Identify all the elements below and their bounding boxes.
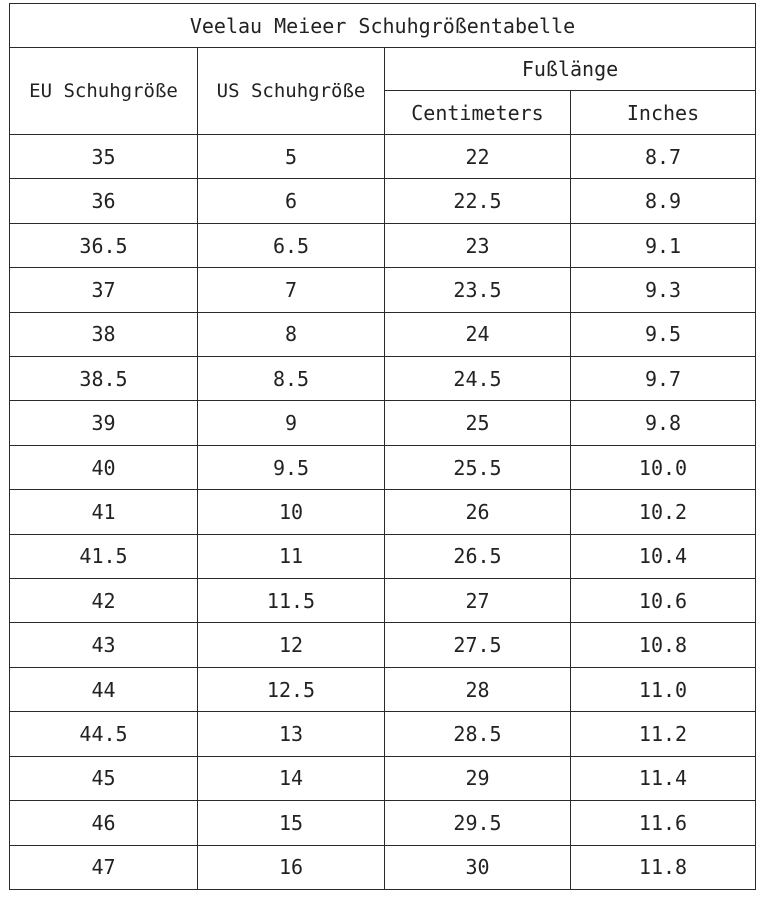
us-size-cell: 9.5 (198, 445, 385, 489)
table-row (10, 623, 756, 667)
us-size-cell: 15 (198, 801, 385, 845)
us-size-cell: 8.5 (198, 357, 385, 401)
inches-cell: 10.4 (571, 534, 756, 578)
table-row (10, 445, 756, 489)
centimeters-cell: 24 (385, 312, 571, 356)
table-row (10, 401, 756, 445)
eu-size-cell: 44.5 (10, 712, 198, 756)
inches-cell: 8.9 (571, 179, 756, 223)
table-row (10, 357, 756, 401)
eu-size-cell: 44 (10, 667, 198, 711)
shoe-size-table (9, 3, 756, 890)
eu-size-cell: 39 (10, 401, 198, 445)
eu-size-cell: 43 (10, 623, 198, 667)
us-size-cell: 12 (198, 623, 385, 667)
eu-size-cell: 36.5 (10, 223, 198, 267)
us-size-cell: 6 (198, 179, 385, 223)
inches-cell: 11.4 (571, 756, 756, 800)
table-row (10, 223, 756, 267)
centimeters-cell: 25 (385, 401, 571, 445)
eu-size-cell: 38.5 (10, 357, 198, 401)
eu-size-cell: 40 (10, 445, 198, 489)
us-size-cell: 6.5 (198, 223, 385, 267)
centimeters-cell: 29 (385, 756, 571, 800)
us-size-cell: 10 (198, 490, 385, 534)
eu-size-cell: 47 (10, 845, 198, 890)
centimeters-cell: 23.5 (385, 268, 571, 312)
us-size-cell: 12.5 (198, 667, 385, 711)
us-size-cell: 13 (198, 712, 385, 756)
header-eu-size: EU Schuhgröße (10, 48, 198, 135)
table-row (10, 756, 756, 800)
table-row (10, 712, 756, 756)
centimeters-cell: 28.5 (385, 712, 571, 756)
centimeters-cell: 25.5 (385, 445, 571, 489)
inches-cell: 9.3 (571, 268, 756, 312)
eu-size-cell: 46 (10, 801, 198, 845)
centimeters-cell: 27.5 (385, 623, 571, 667)
eu-size-cell: 45 (10, 756, 198, 800)
table-body (10, 135, 756, 890)
inches-cell: 11.2 (571, 712, 756, 756)
table-row (10, 268, 756, 312)
us-size-cell: 7 (198, 268, 385, 312)
centimeters-cell: 22 (385, 135, 571, 179)
us-size-cell: 11 (198, 534, 385, 578)
inches-cell: 9.7 (571, 357, 756, 401)
centimeters-cell: 29.5 (385, 801, 571, 845)
centimeters-cell: 24.5 (385, 357, 571, 401)
table-row (10, 534, 756, 578)
table-row (10, 579, 756, 623)
us-size-cell: 8 (198, 312, 385, 356)
inches-cell: 8.7 (571, 135, 756, 179)
eu-size-cell: 36 (10, 179, 198, 223)
table-row (10, 801, 756, 845)
inches-cell: 10.8 (571, 623, 756, 667)
header-us-size: US Schuhgröße (198, 48, 385, 135)
eu-size-cell: 41 (10, 490, 198, 534)
inches-cell: 11.6 (571, 801, 756, 845)
eu-size-cell: 37 (10, 268, 198, 312)
inches-cell: 10.0 (571, 445, 756, 489)
table-title: Veelau Meieer Schuhgrößentabelle (10, 4, 756, 48)
us-size-cell: 11.5 (198, 579, 385, 623)
eu-size-cell: 35 (10, 135, 198, 179)
inches-cell: 11.8 (571, 845, 756, 890)
centimeters-cell: 23 (385, 223, 571, 267)
centimeters-cell: 22.5 (385, 179, 571, 223)
us-size-cell: 9 (198, 401, 385, 445)
centimeters-cell: 27 (385, 579, 571, 623)
inches-cell: 10.2 (571, 490, 756, 534)
us-size-cell: 5 (198, 135, 385, 179)
eu-size-cell: 38 (10, 312, 198, 356)
centimeters-cell: 26.5 (385, 534, 571, 578)
centimeters-cell: 26 (385, 490, 571, 534)
header-inches: Inches (571, 91, 756, 135)
header-centimeters: Centimeters (385, 91, 571, 135)
centimeters-cell: 30 (385, 845, 571, 890)
us-size-cell: 16 (198, 845, 385, 890)
table-row (10, 179, 756, 223)
table-row (10, 667, 756, 711)
eu-size-cell: 41.5 (10, 534, 198, 578)
us-size-cell: 14 (198, 756, 385, 800)
inches-cell: 9.1 (571, 223, 756, 267)
table-row (10, 312, 756, 356)
inches-cell: 11.0 (571, 667, 756, 711)
inches-cell: 10.6 (571, 579, 756, 623)
inches-cell: 9.5 (571, 312, 756, 356)
eu-size-cell: 42 (10, 579, 198, 623)
centimeters-cell: 28 (385, 667, 571, 711)
table-row (10, 135, 756, 179)
inches-cell: 9.8 (571, 401, 756, 445)
header-foot-length: Fußlänge (385, 48, 756, 91)
table-row (10, 845, 756, 890)
table-row (10, 490, 756, 534)
